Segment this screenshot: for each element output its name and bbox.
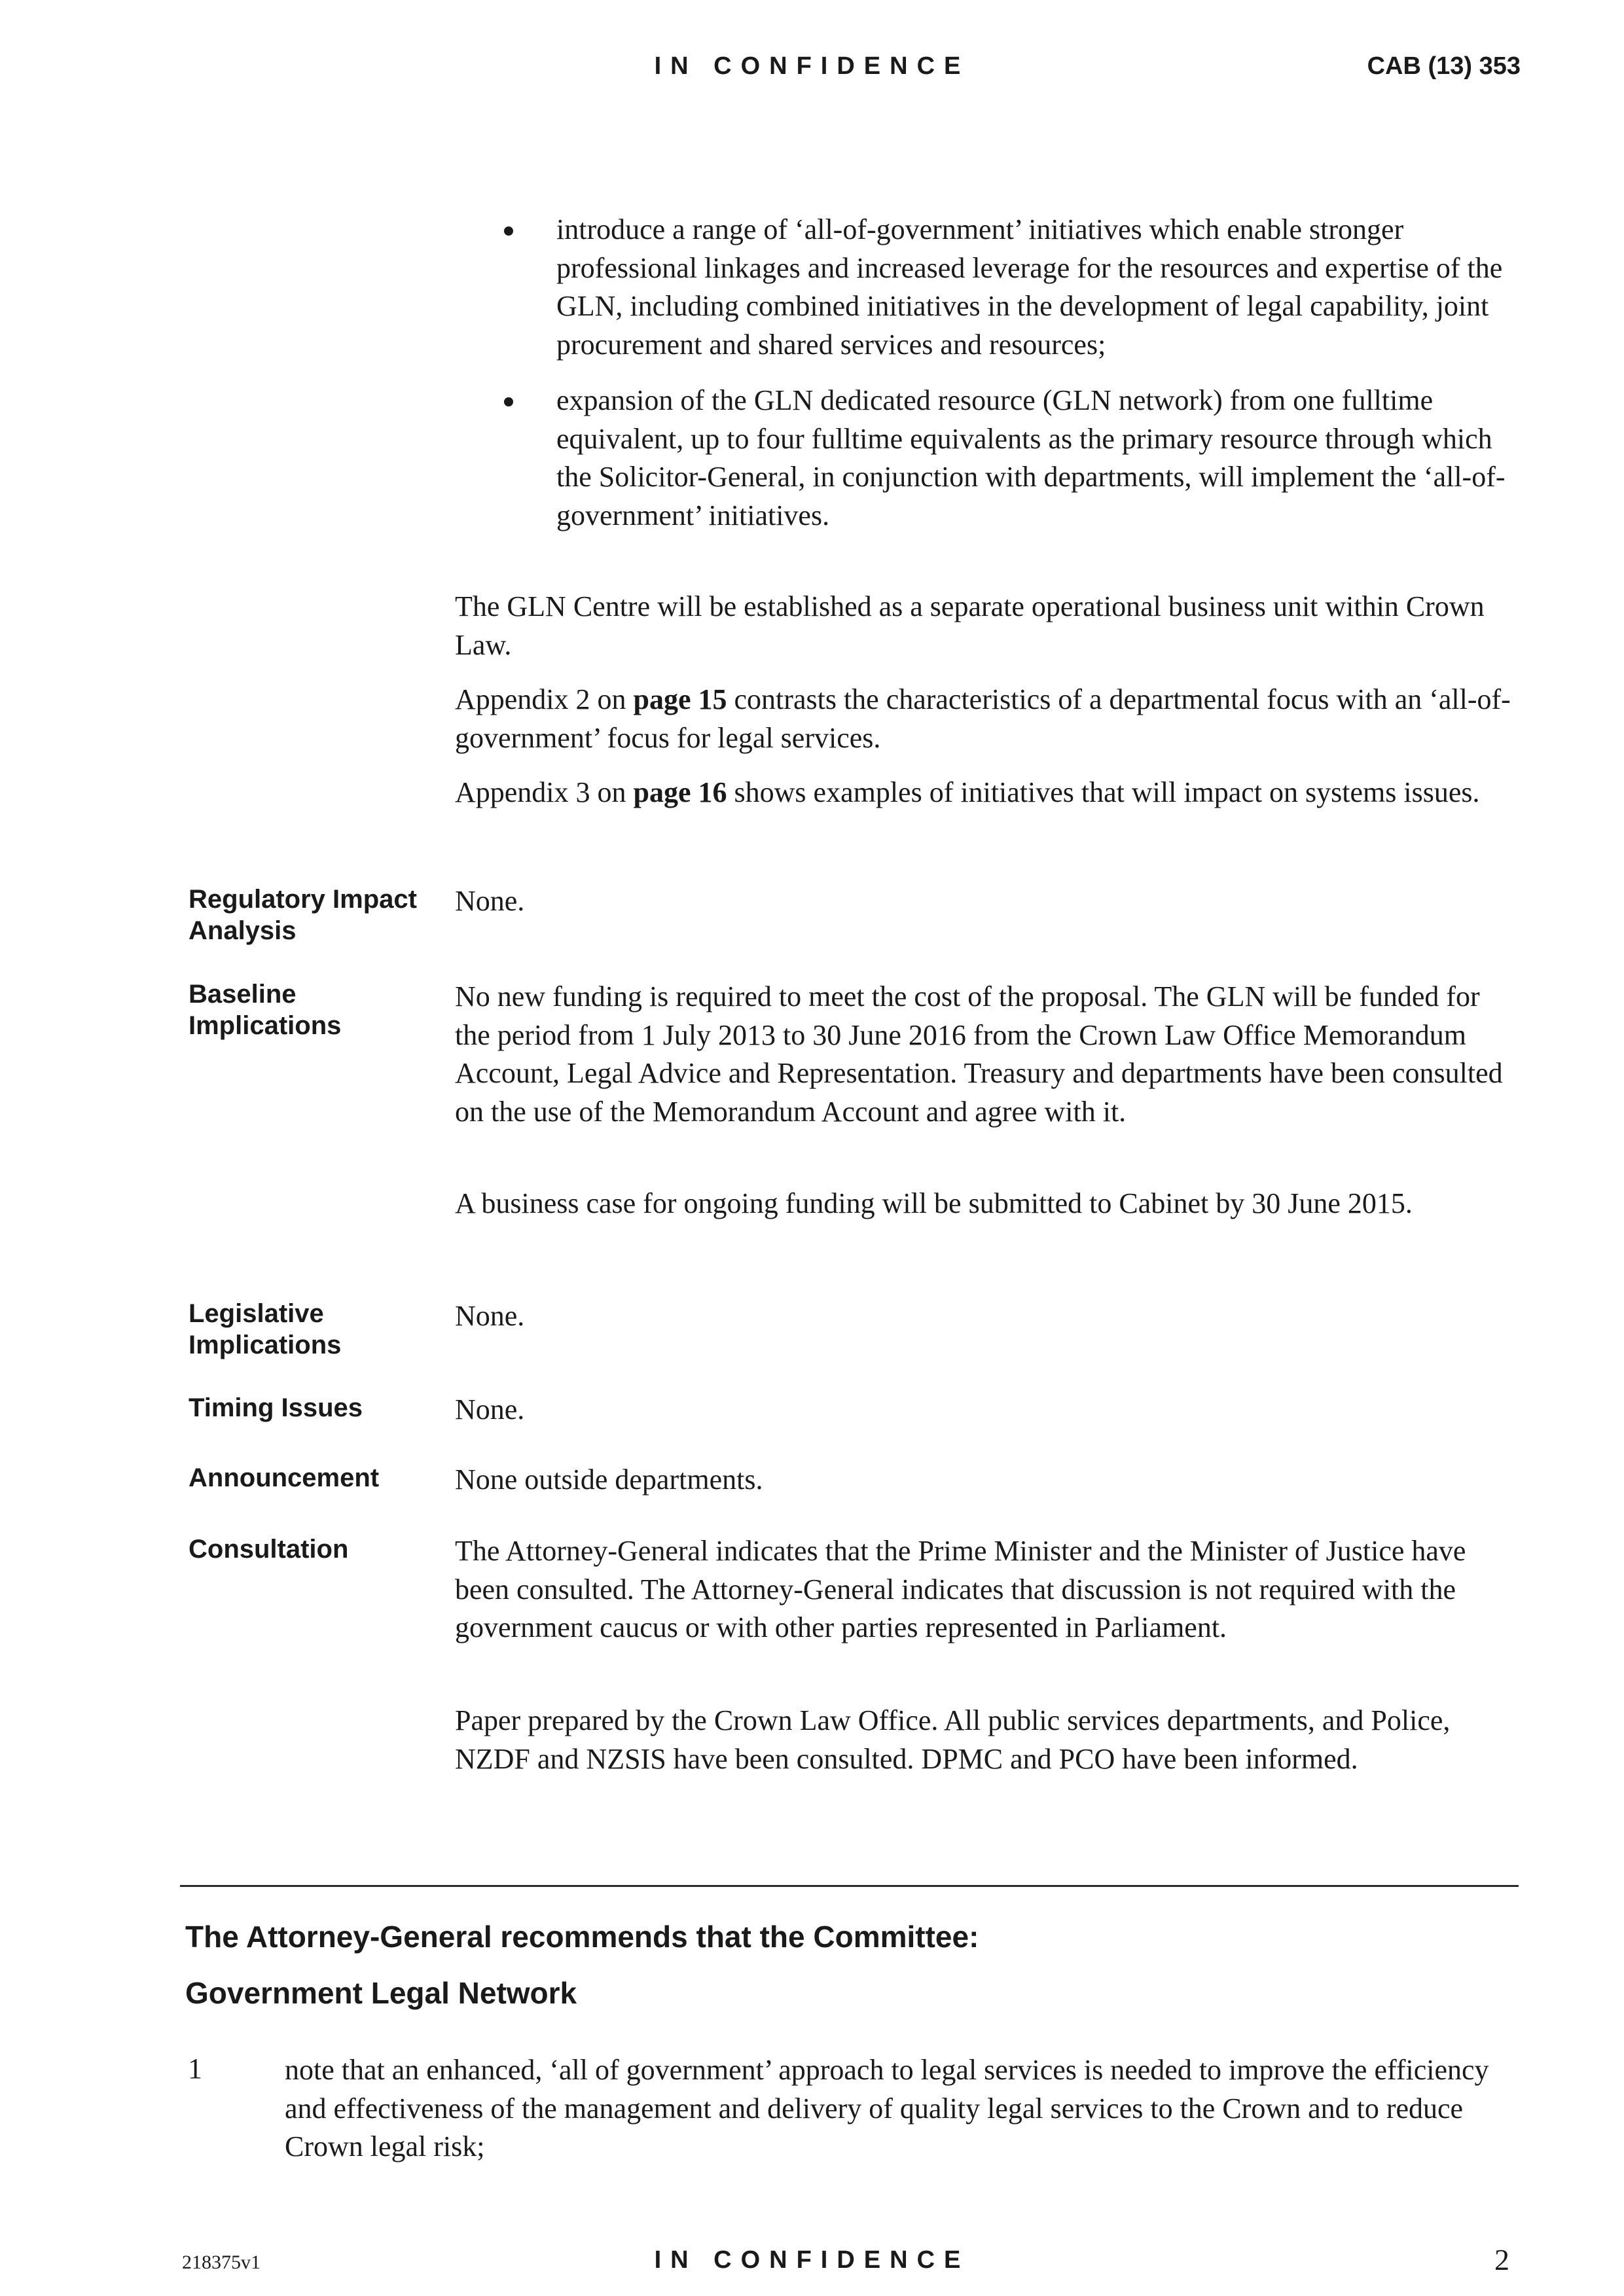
recommendations-subheading: Government Legal Network — [185, 1976, 577, 2010]
header-classification: IN CONFIDENCE — [654, 52, 970, 80]
bullet-icon — [504, 397, 513, 406]
recommendations-heading: The Attorney-General recommends that the Committee: — [185, 1920, 979, 1954]
timing-issues-label: Timing Issues — [189, 1393, 363, 1422]
announcement-label: Announcement — [189, 1463, 380, 1492]
section-divider — [180, 1885, 1519, 1887]
appendix-2-paragraph — [455, 681, 1515, 757]
baseline-implications-value: No new funding is required to meet the cost of the proposal. The GLN will be funded for the period from 1 July 2013 to 30 June 2016 from the Crown Law Office Memorandum Account, Legal Advice and Representation. Treasury and departments have been consulted on the use of the Memorandum Account and agree with it. — [455, 980, 1503, 1128]
bullet-item — [504, 382, 1506, 535]
bullet-icon — [504, 226, 513, 236]
gln-centre-paragraph: The GLN Centre will be established as a separate operational business unit within Crown Law. — [455, 590, 1485, 661]
appendix-2-page-ref: page 15 — [633, 683, 727, 715]
timing-issues-value: None. — [455, 1393, 525, 1426]
recommendation-text: note that an enhanced, ‘all of government’ approach to legal services is needed to improve the efficiency and effectiveness of the management and delivery of quality legal services to the Crown and to reduce Crown legal risk; — [285, 2054, 1489, 2162]
footer-classification: IN CONFIDENCE — [654, 2246, 970, 2274]
appendix-2-text-after: contrasts the characteristics of a departmental focus with an ‘all-of-government’ focus for legal services. — [455, 683, 1511, 754]
regulatory-impact-label: Regulatory Impact Analysis — [189, 885, 417, 945]
document-id: 218375v1 — [182, 2251, 261, 2273]
legislative-implications-value: None. — [455, 1300, 525, 1332]
initiatives-bullet-list — [504, 211, 1506, 552]
appendix-3-text-after: shows examples of initiatives that will impact on systems issues. — [727, 776, 1480, 808]
consultation-label: Consultation — [189, 1535, 349, 1564]
bullet-text: expansion of the GLN dedicated resource (GLN network) from one fulltime equivalent, up to four fulltime equivalents as the primary resource through which the Solicitor-General, in conjunction with departments, will implement the ‘all-of-government’ initiatives. — [556, 384, 1506, 531]
cabinet-reference: CAB (13) 353 — [1367, 52, 1521, 80]
appendix-3-page-ref: page 16 — [633, 776, 727, 808]
regulatory-impact-value: None. — [455, 885, 525, 917]
appendix-3-text-before: Appendix 3 on — [455, 776, 634, 808]
baseline-business-case: A business case for ongoing funding will be submitted to Cabinet by 30 June 2015. — [455, 1187, 1413, 1219]
recommendation-number: 1 — [188, 2053, 202, 2085]
appendix-2-text-before: Appendix 2 on — [455, 683, 634, 715]
legislative-implications-label: Legislative Implications — [189, 1299, 342, 1359]
baseline-implications-label: Baseline Implications — [189, 980, 342, 1040]
page-number: 2 — [1494, 2243, 1509, 2276]
bullet-item — [504, 211, 1506, 364]
consultation-value: The Attorney-General indicates that the Prime Minister and the Minister of Justice have been consulted. The Attorney-General indicates that discussion is not required with the government caucus or with other parties represented in Parliament. — [455, 1535, 1466, 1643]
appendix-3-paragraph — [455, 774, 1515, 812]
consultation-paper-prepared: Paper prepared by the Crown Law Office. All public services departments, and Police, NZDF and NZSIS have been consulted. DPMC and PCO have been informed. — [455, 1704, 1451, 1775]
announcement-value: None outside departments. — [455, 1463, 763, 1496]
bullet-text: introduce a range of ‘all-of-government’ initiatives which enable stronger professional linkages and increased leverage for the resources and expertise of the GLN, including combined initiatives in the development of legal capability, joint procurement and shared services and resources; — [556, 213, 1503, 361]
